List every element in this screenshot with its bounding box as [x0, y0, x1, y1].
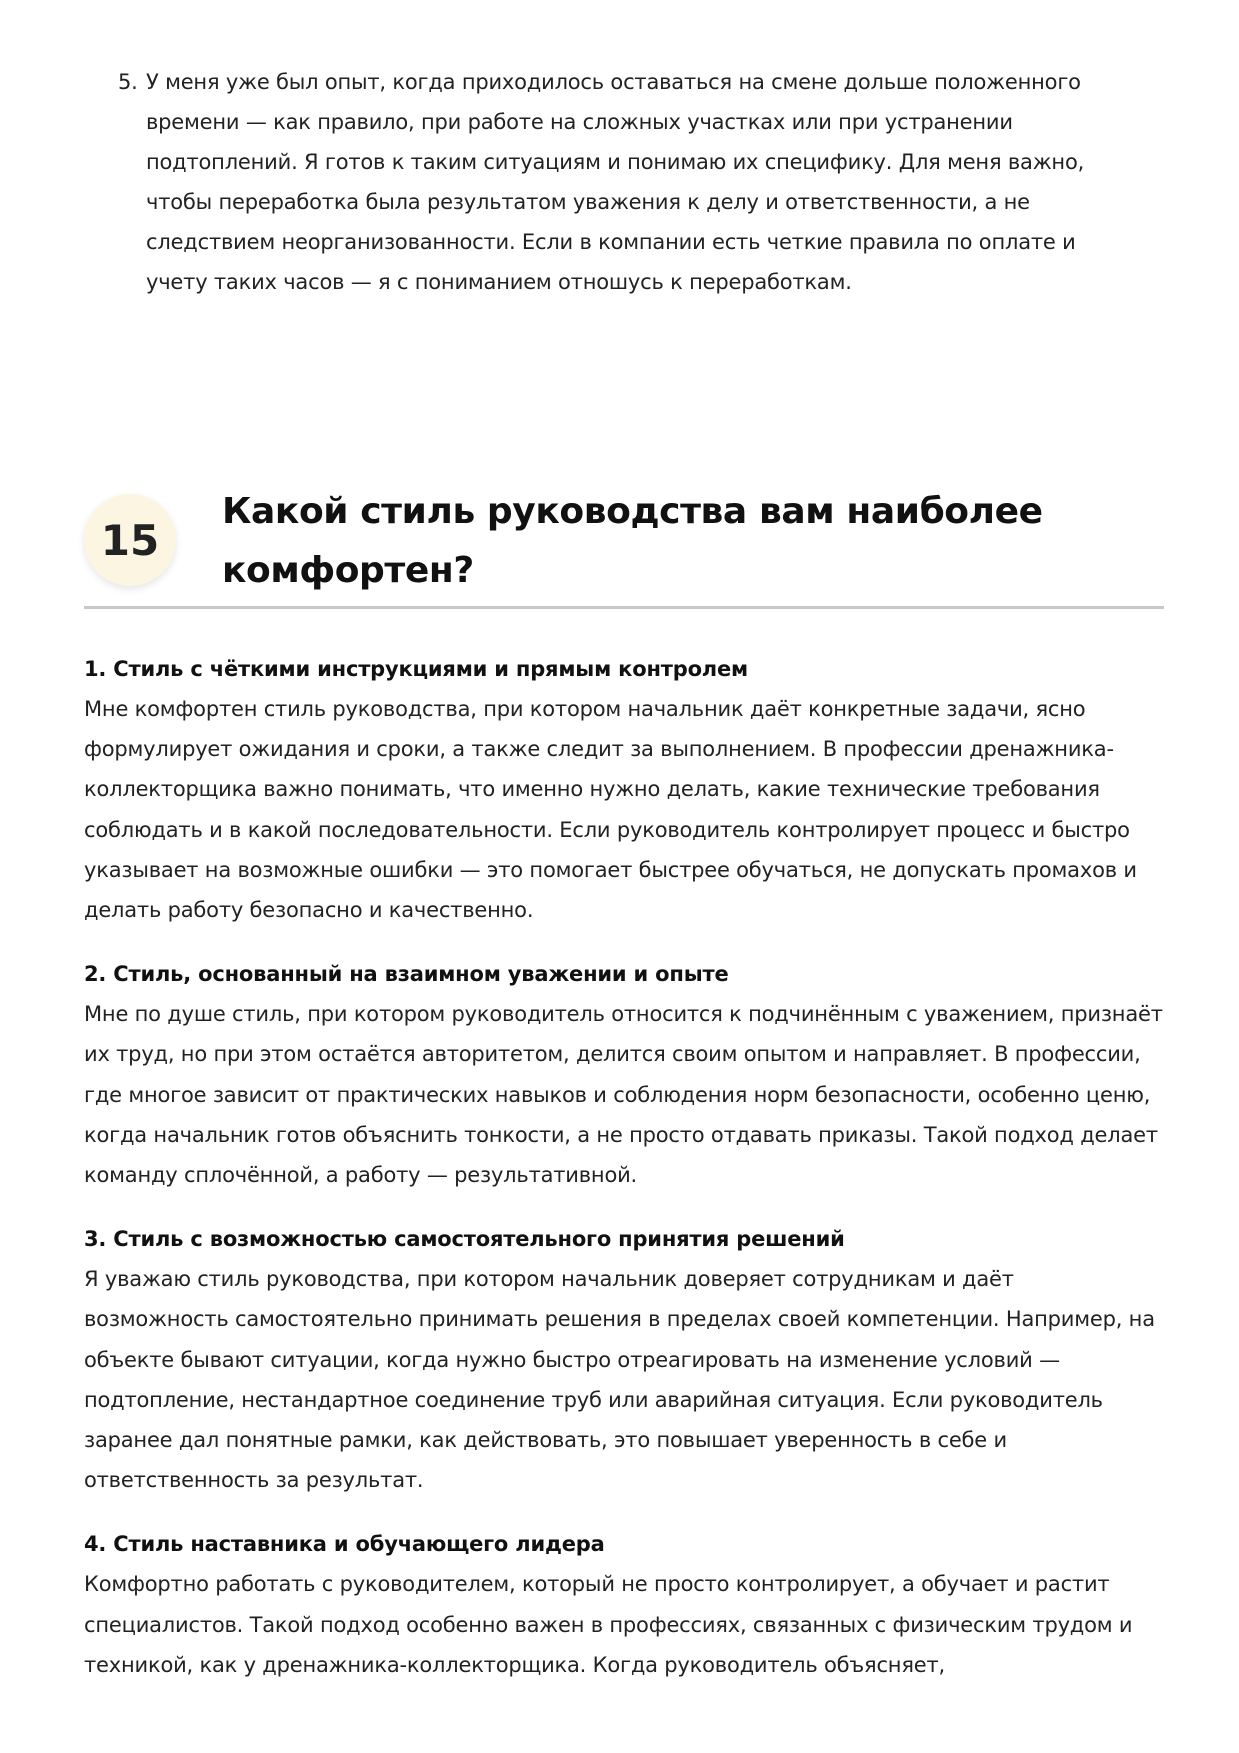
- answer-body: Я уважаю стиль руководства, при котором начальник доверяет сотрудникам и даёт возможность самостоятельно принимать решения в пределах своей компетенции. Например, на объекте бывают ситуации, когда нужно быстро отреагировать на изменение условий — подтопление, нестандартное соединение труб или аварийная ситуация. Если руководитель заранее дал понятные рамки, как действовать, это повышает уверенность в себе и ответственность за результат.: [84, 1267, 1155, 1493]
- list-item-number: 5.: [118, 70, 138, 94]
- answer-body: Комфортно работать с руководителем, который не просто контролирует, а обучает и растит специалистов. Такой подход особенно важен в профессиях, связанных с физическим трудом и техникой, как у дренажника-коллекторщика. Когда руководитель объясняет,: [84, 1572, 1133, 1677]
- answer-heading: 2. Стиль, основанный на взаимном уважении и опыте: [84, 962, 729, 987]
- answer-section: [84, 1219, 1164, 1500]
- answer-section: [84, 954, 1164, 1195]
- answers-list: [84, 649, 1164, 1709]
- answer-section: [84, 1524, 1164, 1685]
- question-divider: [84, 606, 1164, 609]
- answer-heading: 3. Стиль с возможностью самостоятельного принятия решений: [84, 1227, 845, 1252]
- answer-body: Мне комфортен стиль руководства, при котором начальник даёт конкретные задачи, ясно формулирует ожидания и сроки, а также следит за выполнением. В профессии дренажника-коллекторщика важно понимать, что именно нужно делать, какие технические требования соблюдать и в какой последовательности. Если руководитель контролирует процесс и быстро указывает на возможные ошибки — это помогает быстрее обучаться, не допускать промахов и делать работу безопасно и качественно.: [84, 697, 1137, 923]
- answer-heading: 1. Стиль с чёткими инструкциями и прямым контролем: [84, 657, 748, 681]
- previous-list-item: [118, 62, 1128, 302]
- answer-heading: 4. Стиль наставника и обучающего лидера: [84, 1532, 605, 1557]
- question-number-badge: 15: [84, 494, 176, 586]
- answer-section: [84, 649, 1164, 930]
- question-header: [84, 474, 1164, 610]
- list-item-text: У меня уже был опыт, когда приходилось оставаться на смене дольше положенного времени — как правило, при работе на сложных участках или при устранении подтоплений. Я готов к таким ситуациям и понимаю их специфику. Для меня важно, чтобы переработка была результатом уважения к делу и ответственности, а не следствием неорганизованности. Если в компании есть четкие правила по оплате и учету таких часов — я с пониманием отношусь к переработкам.: [146, 70, 1085, 294]
- answer-body: Мне по душе стиль, при котором руководитель относится к подчинённым с уважением, признаёт их труд, но при этом остаётся авторитетом, делится своим опытом и направляет. В профессии, где многое зависит от практических навыков и соблюдения норм безопасности, особенно ценю, когда начальник готов объяснить тонкости, а не просто отдавать приказы. Такой подход делает команду сплочённой, а работу — результативной.: [84, 1002, 1163, 1188]
- question-title: Какой стиль руководства вам наиболее комфортен?: [222, 491, 1043, 591]
